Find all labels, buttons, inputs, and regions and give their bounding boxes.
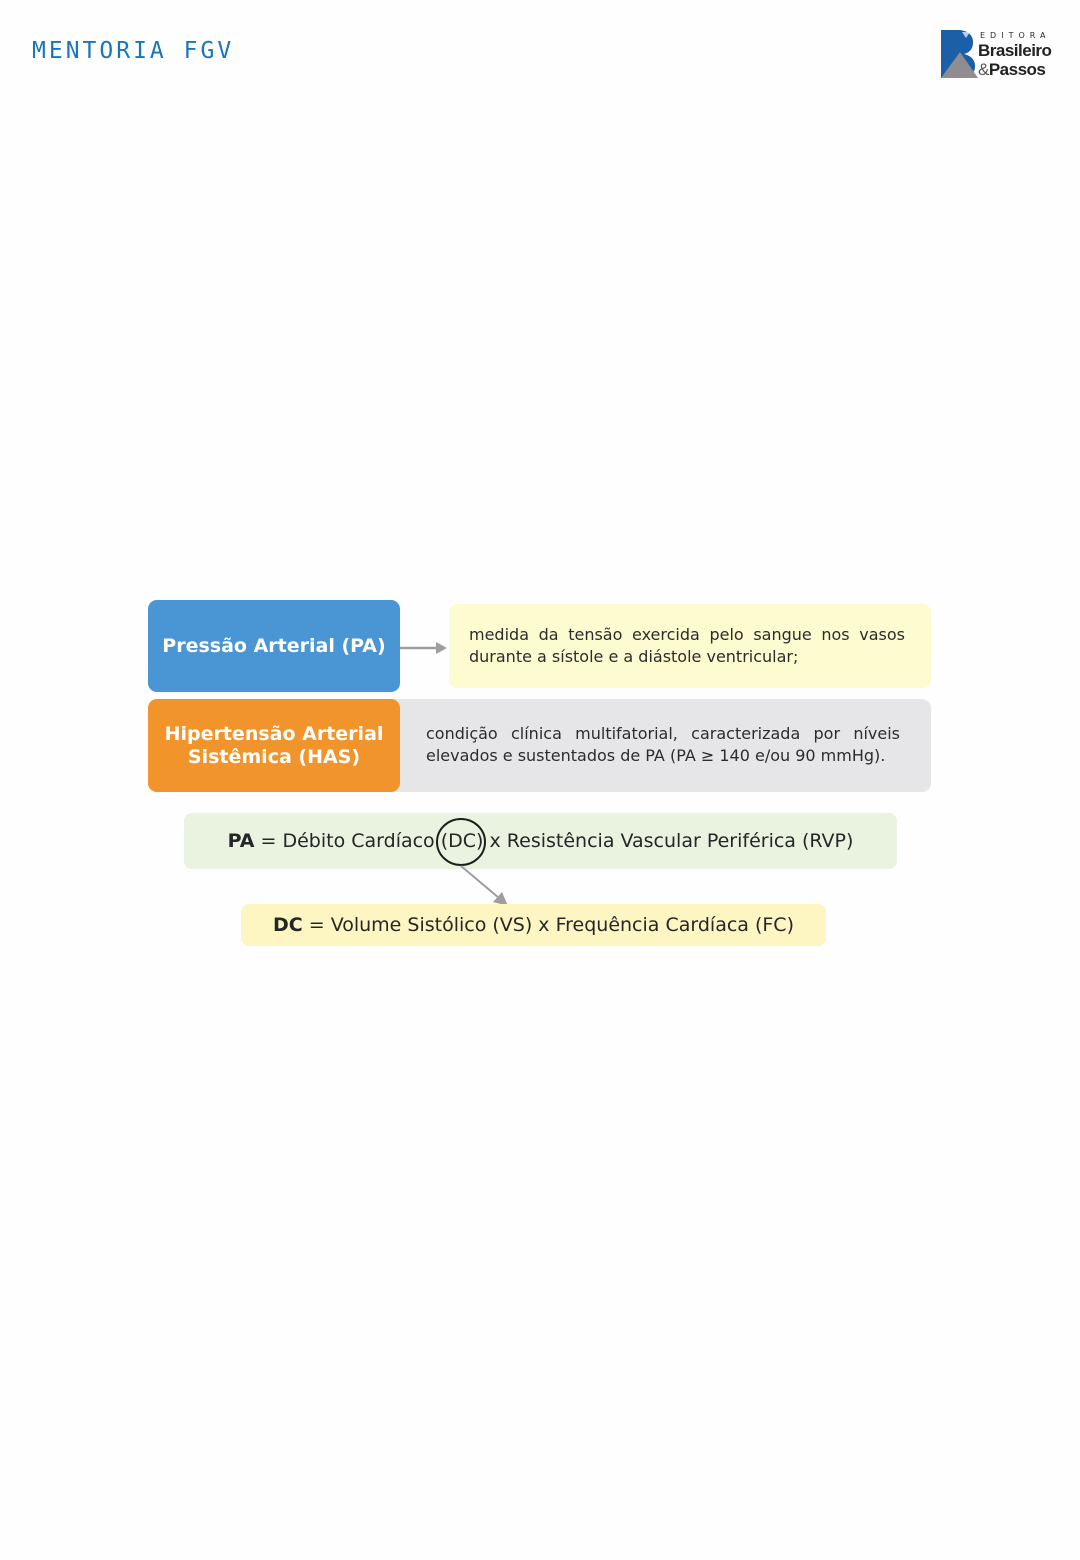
logo-mark-icon [940, 28, 980, 80]
publisher-logo [940, 28, 1055, 80]
logo-passos-line [978, 60, 1045, 80]
dc-arrow-icon [455, 862, 515, 908]
has-definition: condição clínica multifatorial, caracterizada por níveis elevados e sustentados de PA (PA ≥ 140 e/ou 90 mmHg). [426, 724, 900, 765]
dc-formula-rest: = Volume Sistólico (VS) x Frequência Cardíaca (FC) [302, 914, 794, 936]
pa-formula-eq: = Débito Cardíaco [254, 830, 441, 852]
logo-brasileiro-text: Brasileiro [978, 41, 1052, 60]
dc-formula-lhs: DC [272, 914, 303, 936]
logo-editora-text: EDITORA [980, 31, 1051, 40]
dc-formula-box [241, 904, 826, 946]
logo-passos-text: Passos [988, 60, 1046, 79]
dc-highlight-circle-icon [434, 817, 488, 867]
pa-formula-box [184, 813, 897, 869]
pa-formula-dc: (DC) [440, 830, 484, 852]
pa-formula-rest: x Resistência Vascular Periférica (RVP) [483, 830, 854, 852]
has-label-line2: Sistêmica (HAS) [187, 745, 361, 768]
pa-definition-box [449, 604, 931, 688]
pa-label: Pressão Arterial (PA) [162, 635, 386, 657]
pa-arrow-icon [400, 638, 450, 658]
logo-ampersand: & [978, 60, 989, 79]
pa-formula-lhs: PA [227, 830, 255, 852]
has-label-line1: Hipertensão Arterial [164, 722, 384, 745]
has-label-box [148, 699, 400, 792]
header-title: MENTORIA FGV [32, 38, 235, 64]
pa-definition: medida da tensão exercida pelo sangue nos vasos durante a sístole e a diástole ventricular; [469, 625, 905, 666]
pa-label-box [148, 600, 400, 692]
